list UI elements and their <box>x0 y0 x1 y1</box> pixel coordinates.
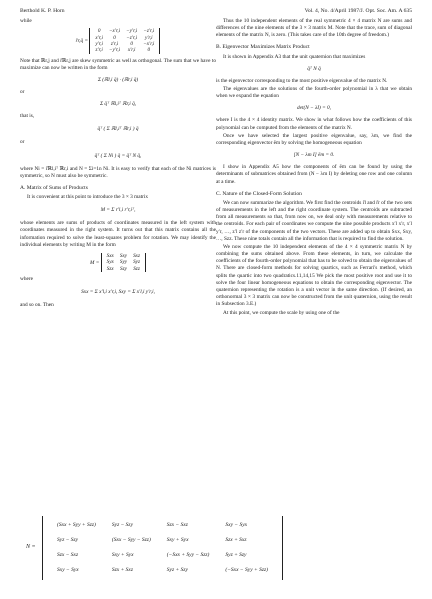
matrix-N-cell: (Sxx + Syy + Szz) <box>57 522 96 528</box>
matrix-N-block <box>20 510 412 590</box>
equation-S-defs: Sxx = Σ x′l,i x′r,i, Sxy = Σ x′l,i y′r,i, <box>81 289 155 296</box>
word-or-2: or <box>20 139 25 146</box>
running-head-author: Berthold K. P. Horn <box>20 8 65 14</box>
equation-sum-3: q̄ᵀ ( Σ ℝl,iᵀ ℝr,i ) q̄ <box>97 126 139 133</box>
matrix-N-row <box>49 518 276 533</box>
equation-sum-1: Σ (ℝl,i q̄) · (ℝr,i q̄) <box>97 77 139 84</box>
matrix-rr-cell: −y′r,i <box>109 47 121 54</box>
matrix-N-cell: Syz + Szy <box>166 567 188 573</box>
equation-M-sum: M = Σ r′l,i r′r,iᵀ, <box>100 207 136 214</box>
matrix-M-cell: Syy <box>119 259 128 266</box>
matrix-rr-cell: x′r,i <box>127 47 136 54</box>
paragraph-sec-b-2: is the eigenvector corresponding to the most positive eigenvalue of the matrix N. <box>216 77 388 84</box>
matrix-N-cell: Syz + Szy <box>225 552 247 558</box>
matrix-N-cell: Szx + Sxz <box>225 537 247 543</box>
equation-rr-lhs: r̄r,q̄ = <box>75 38 89 45</box>
matrix-M-cell: Sxz <box>133 252 140 259</box>
matrix-N-cell: (−Sxx − Syy + Szz) <box>225 567 268 573</box>
equation-rr-matrix <box>20 28 216 54</box>
matrix-N <box>42 516 283 580</box>
section-heading-a: A. Matrix of Sums of Products <box>20 184 88 191</box>
matrix-N-row <box>49 533 276 548</box>
matrix-rr-cell: −z′r,i <box>143 28 155 35</box>
matrix-M-row <box>104 259 143 265</box>
paragraph-sec-a-2: whose elements are sums of products of coordinates measured in the left system with coordinates measured in the right system. It turns out that this matrix contains all the information required to solve the least-squares problem for rotation. We may identify the individual elements by writing M in the form <box>20 220 216 248</box>
matrix-rr-row <box>92 47 157 53</box>
matrix-M-cell: Syz <box>133 259 140 266</box>
matrix-N-label: N = <box>26 544 36 550</box>
section-heading-c: C. Nature of the Closed-Form Solution <box>216 190 302 197</box>
paragraph-where: where Ni = r̄ℝl,iᵀ ℝr,i and N = Σi=1n Ni. It is easy to verify that each of the Ni matrices is symmetric, so N must also be symmetric. <box>20 165 216 179</box>
paragraph-sec-c-3: At this point, we compute the scale by using one of the <box>223 309 340 316</box>
matrix-N-row <box>49 548 276 563</box>
matrix-M-cell: Sxx <box>106 252 114 259</box>
matrix-N-row <box>49 563 276 578</box>
equation-qNq: q̄ᵀ N q̄ <box>307 65 321 72</box>
word-or-1: or <box>20 89 25 96</box>
matrix-N-cell: Szx + Sxz <box>111 567 134 573</box>
paragraph-while: while <box>20 18 32 24</box>
paragraph-sec-b-1: It is shown in Appendix A3 that the unit quaternion that maximizes <box>223 53 366 60</box>
paragraph-sec-b-3: The eigenvalues are the solutions of the fourth-order polynomial in λ that we obtain when we expand the equation <box>216 86 412 100</box>
matrix-N-cell: Sxy − Syx <box>225 522 248 528</box>
matrix-N-cell: Sxy + Syx <box>111 552 134 558</box>
equation-homogeneous: [N − λm I] ēm = 0. <box>293 152 335 159</box>
matrix-N-cell: (−Sxx + Syy − Szz) <box>166 552 210 558</box>
left-column <box>20 18 216 311</box>
matrix-M <box>101 253 146 272</box>
matrix-M-cell: Sxy <box>119 252 128 259</box>
matrix-M-cell: Szz <box>133 265 140 272</box>
matrix-rr-cell: −x′r,i <box>143 40 155 47</box>
equation-sum-4: q̄ᵀ ( Σ Ni ) q̄ = q̄ᵀ N q̄, <box>94 152 142 159</box>
section-heading-b: B. Eigenvector Maximizes Matrix Product <box>216 44 310 51</box>
matrix-rr <box>89 28 160 54</box>
paragraph-sec-b-6: I show in Appendix A5 how the components of ēm can be found by using the determinants of submatrices obtained from (N − λm I) by deleting one row and one column at a time. <box>216 164 412 185</box>
matrix-N-cell: (Sxx − Syy − Szz) <box>111 537 151 543</box>
matrix-rr-cell: 0 <box>147 47 151 54</box>
matrix-rr-cell: y′r,i <box>145 34 153 41</box>
matrix-rr-cell: y′r,i <box>95 40 103 47</box>
equation-M-lhs: M = <box>90 259 100 266</box>
matrix-N-cell: Syz − Szy <box>111 522 134 528</box>
matrix-M-row <box>104 266 143 272</box>
matrix-M-cell: Syx <box>106 259 114 266</box>
paragraph-and-so-on: and so on. Then <box>20 302 54 309</box>
equation-M-matrix <box>20 253 216 272</box>
word-that-is: that is, <box>20 113 35 120</box>
matrix-N-cell: Syz − Szy <box>57 537 79 543</box>
matrix-rr-cell: z′r,i <box>95 47 103 54</box>
paragraph-sec-a-1: It is convenient at this point to introduce the 3 × 3 matrix <box>27 194 148 201</box>
matrix-rr-cell: −x′r,i <box>109 28 121 35</box>
running-head-journal: Vol. 4, No. 4/April 1987/J. Opt. Soc. Am. A 635 <box>304 8 412 14</box>
equation-sum-2: Σ q̄ᵀ ℝl,iᵀ ℝr,i q̄, <box>99 101 137 108</box>
equation-det: det(N − λI) = 0, <box>296 105 331 112</box>
matrix-N-cell: Szx − Sxz <box>57 552 79 558</box>
paragraph-note: Note that ℝr,j and r̄ℝr,j are skew symmetric as well as orthogonal. The sum that we have to maximize can now be written in the form <box>20 57 216 71</box>
matrix-rr-cell: 0 <box>130 40 133 47</box>
matrix-rr-cell: −z′r,i <box>126 34 138 41</box>
matrix-rr-cell: 0 <box>97 28 101 35</box>
paragraph-sec-c-1: We can now summarize the algorithm. We first find the centroids r̄l and r̄r of the two sets of measurements in the left and the right coordinate system. The centroids are subtracted from all measurements so that, from now on, we deal only with measurements relative to the centroids. For each pair of coordinates we compute the nine possible products x′l x′r, x′l y′r, …, z′l z′r of the components of the two vectors. These are added up to obtain Sxx, Sxy, …, Szz. These nine totals contain all the information that is required to find the solution. <box>216 199 412 242</box>
paragraph-sec-b-4: where I is the 4 × 4 identity matrix. We show in what follows how the coefficients of this polynomial can be computed from the elements of the matrix N. <box>216 117 412 131</box>
matrix-N-cell: Sxy + Syx <box>166 537 189 543</box>
word-where: where <box>20 276 33 283</box>
matrix-rr-cell: 0 <box>113 34 116 41</box>
matrix-M-cell: Szx <box>106 265 114 272</box>
matrix-rr-cell: x′r,i <box>95 34 103 41</box>
paragraph-sec-b-5: Once we have selected the largest positive eigenvalue, say, λm, we find the corresponding eigenvector ēm by solving the homogeneous equation <box>216 132 412 147</box>
matrix-N-cell: Sxy − Syx <box>57 567 79 573</box>
matrix-N-cell: Szx − Sxz <box>166 522 188 528</box>
matrix-rr-cell: −y′r,i <box>126 28 138 35</box>
paragraph-sec-c-2: We now compute the 10 independent elements of the 4 × 4 symmetric matrix N by combining the sums obtained above. From these elements, in turn, we calculate the coefficients of the fourth-order polynomial that has to be solved to obtain the eigenvalues of N. There are closed-form methods for solving quartics, such as Ferrari's method, which splits the quartic into two quadratics.11,14,15 We pick the most positive root and use it to solve the four linear homogeneous equations to obtain the corresponding eigenvector. The quaternion representing the rotation is a unit vector in the same direction. (If desired, an orthonormal 3 × 3 matrix can now be constructed from the unit quaternion, using the result in Subsection 3.E.) <box>216 244 412 308</box>
matrix-rr-cell: z′r,i <box>110 40 119 47</box>
matrix-M-cell: Szy <box>120 265 127 272</box>
right-column <box>216 18 412 318</box>
paragraph-right-1: Thus the 10 independent elements of the real symmetric 4 × 4 matrix N are sums and differences of the nine elements of the 3 × 3 matrix M. Note that the trace, sum of diagonal elements of the matrix N, is zero. (This takes care of the 10th degree of freedom.) <box>216 18 412 39</box>
